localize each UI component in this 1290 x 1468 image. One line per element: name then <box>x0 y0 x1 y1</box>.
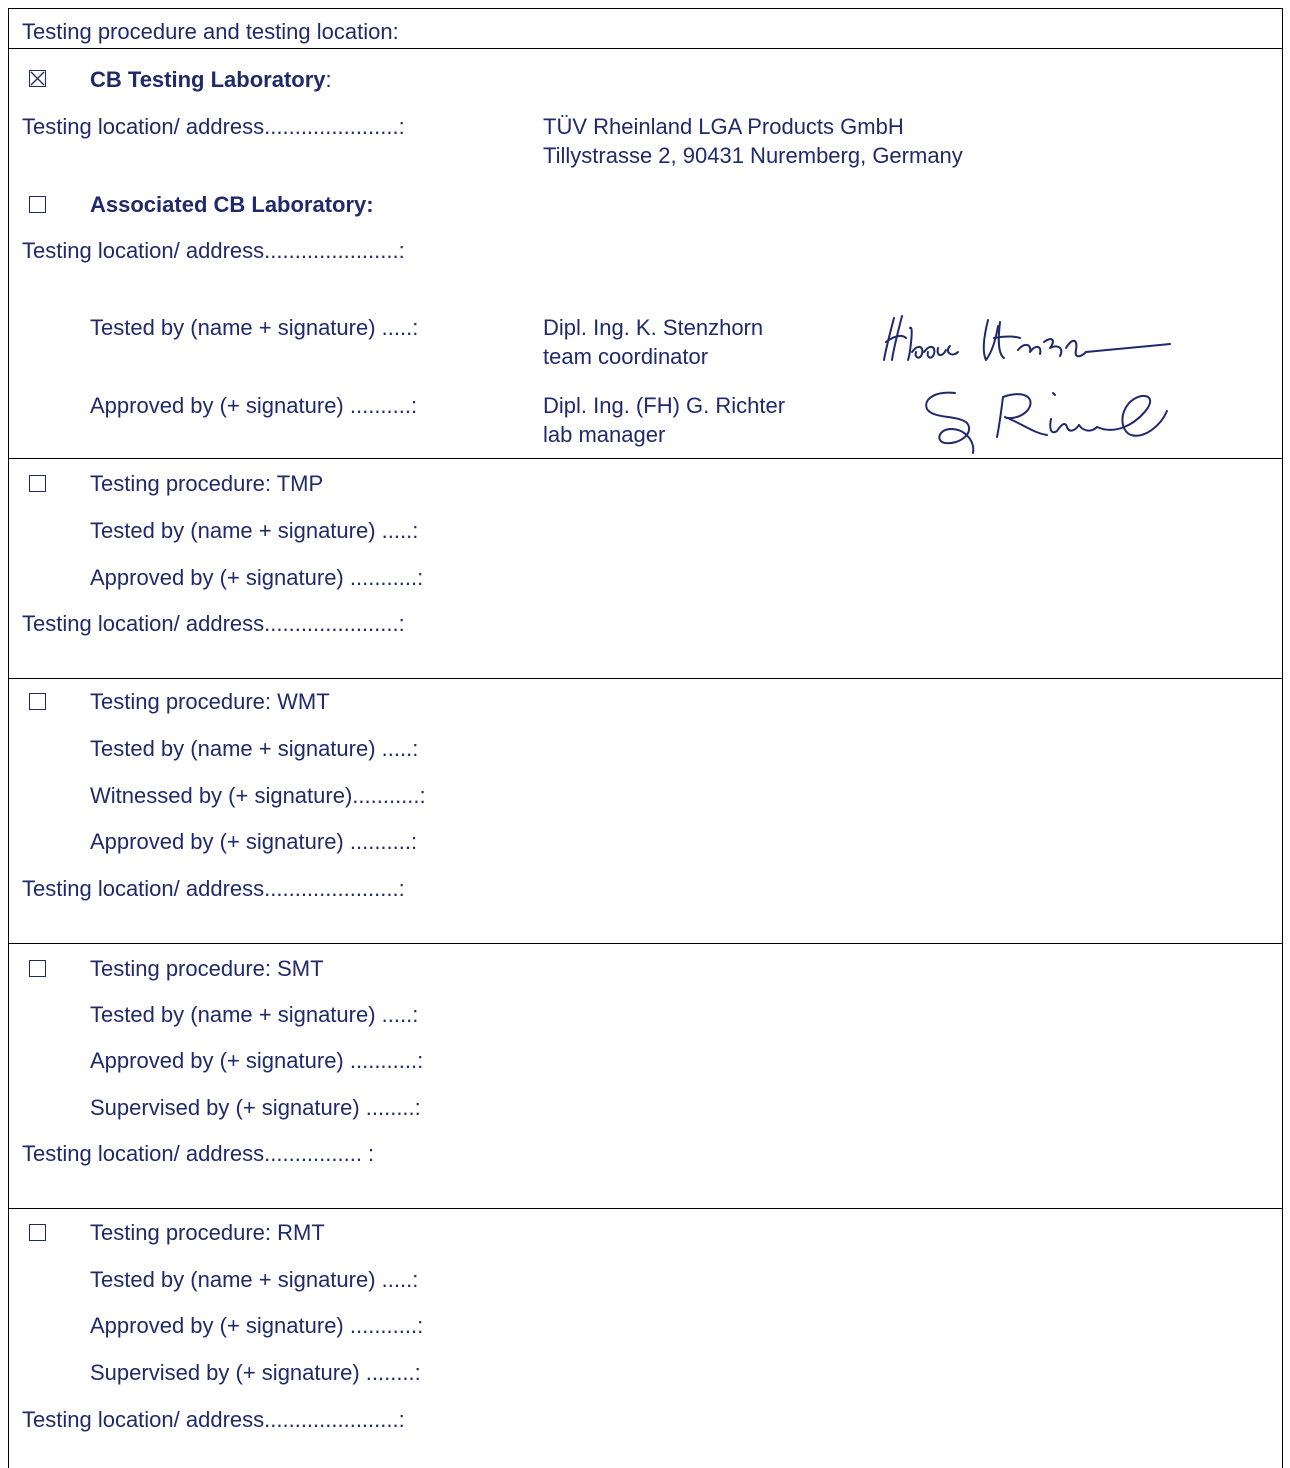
signature-richter <box>915 385 1185 457</box>
divider <box>8 48 1283 49</box>
wmt-tested-label: Tested by (name + signature) .....: <box>90 736 419 761</box>
tmp-approved-label: Approved by (+ signature) ...........: <box>90 565 424 590</box>
approved-by-label: Approved by (+ signature) ..........: <box>90 393 418 418</box>
approved-by-role: lab manager <box>543 422 666 447</box>
smt-tested-label: Tested by (name + signature) .....: <box>90 1002 419 1027</box>
tested-by-role: team coordinator <box>543 344 709 369</box>
signature-stenzhorn <box>880 308 1190 370</box>
smt-supervised-label: Supervised by (+ signature) ........: <box>90 1095 421 1120</box>
wmt-witnessed-label: Witnessed by (+ signature)...........: <box>90 783 426 808</box>
tested-by-label: Tested by (name + signature) .....: <box>90 315 419 340</box>
wmt-checkbox[interactable] <box>29 693 46 710</box>
cb-lab-checkbox[interactable] <box>29 70 46 87</box>
smt-approved-label: Approved by (+ signature) ...........: <box>90 1048 424 1073</box>
associated-lab-heading: Associated CB Laboratory: <box>90 192 374 217</box>
wmt-location-label: Testing location/ address......................: <box>22 876 405 901</box>
checkmark-x-icon <box>30 71 45 86</box>
associated-lab-location-label: Testing location/ address......................: <box>22 238 405 263</box>
rmt-title: Testing procedure: RMT <box>90 1220 325 1245</box>
tmp-checkbox[interactable] <box>29 475 46 492</box>
smt-title: Testing procedure: SMT <box>90 956 324 981</box>
approved-by-name: Dipl. Ing. (FH) G. Richter <box>543 393 786 418</box>
tmp-title: Testing procedure: TMP <box>90 471 324 496</box>
tested-by-name: Dipl. Ing. K. Stenzhorn <box>543 315 764 340</box>
tmp-location-label: Testing location/ address......................: <box>22 611 405 636</box>
rmt-location-label: Testing location/ address......................: <box>22 1407 405 1432</box>
rmt-approved-label: Approved by (+ signature) ...........: <box>90 1313 424 1338</box>
associated-lab-checkbox[interactable] <box>29 196 46 213</box>
cb-lab-location-line1: TÜV Rheinland LGA Products GmbH <box>543 114 904 139</box>
cb-lab-location-label: Testing location/ address......................: <box>22 114 405 139</box>
wmt-approved-label: Approved by (+ signature) ..........: <box>90 829 418 854</box>
divider <box>8 458 1283 459</box>
rmt-checkbox[interactable] <box>29 1224 46 1241</box>
section-title: Testing procedure and testing location: <box>22 19 399 44</box>
wmt-title: Testing procedure: WMT <box>90 689 330 714</box>
cb-lab-heading: CB Testing Laboratory: <box>90 67 332 92</box>
divider <box>8 678 1283 679</box>
divider <box>8 943 1283 944</box>
cb-lab-location-line2: Tillystrasse 2, 90431 Nuremberg, Germany <box>543 143 963 168</box>
tmp-tested-label: Tested by (name + signature) .....: <box>90 518 419 543</box>
rmt-supervised-label: Supervised by (+ signature) ........: <box>90 1360 421 1385</box>
smt-location-label: Testing location/ address................ : <box>22 1141 375 1166</box>
divider <box>8 1208 1283 1209</box>
rmt-tested-label: Tested by (name + signature) .....: <box>90 1267 419 1292</box>
smt-checkbox[interactable] <box>29 960 46 977</box>
